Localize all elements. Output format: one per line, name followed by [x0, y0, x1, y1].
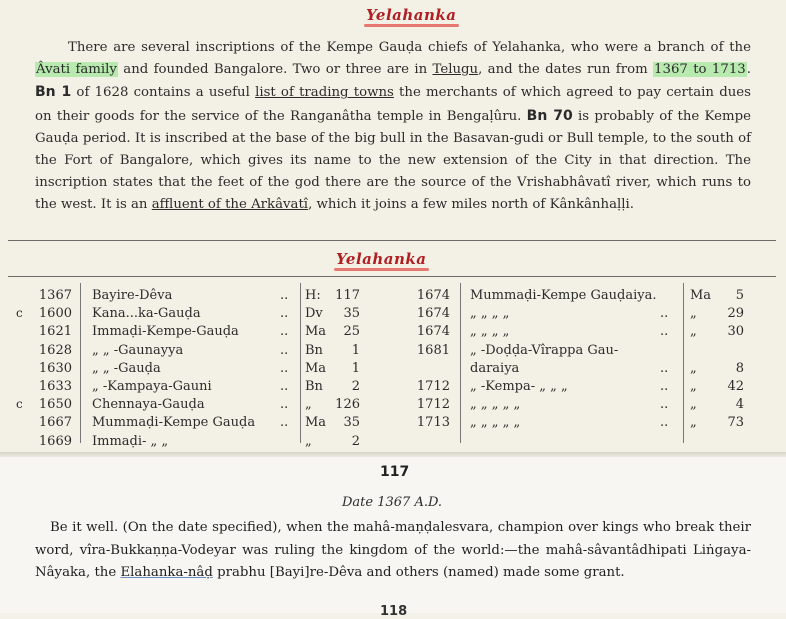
title-underline — [364, 24, 459, 27]
row-dots: .. — [280, 306, 289, 322]
row-ref-number: 2 — [351, 379, 360, 394]
row-ruler-name: „ „ „ „ — [470, 324, 510, 340]
row-dots: .. — [280, 342, 289, 358]
next-entry-number: 118 — [380, 604, 408, 619]
row-dots: .. — [660, 306, 669, 322]
row-date: 1669 — [38, 433, 72, 449]
row-date: 1630 — [38, 360, 72, 376]
row-ref-code: Ma — [305, 324, 327, 340]
column-divider-left — [80, 283, 81, 443]
intro-text-4: . — [746, 62, 751, 78]
intro-text-8: , which it joins a few miles north of Kânkânhaḷḷi. — [308, 197, 635, 213]
row-ruler-name: „ „ „ „ „ — [470, 415, 521, 431]
avati-family-highlight: Âvati family — [36, 62, 117, 78]
row-date: 1674 — [416, 324, 450, 340]
intro-text-1: There are several inscriptions of the Kempe Gauḍa chiefs of Yelahanka, who were a branch of the — [68, 40, 751, 55]
row-ruler-name: daraiya — [470, 360, 520, 376]
table-title-underline — [334, 268, 429, 271]
row-date: 1633 — [38, 379, 72, 394]
row-dots: .. — [280, 415, 289, 431]
row-dots: .. — [280, 324, 289, 340]
intro-paragraph — [35, 37, 751, 217]
row-ruler-name: „ „ -Gauḍa — [92, 360, 161, 376]
row-date: 1713 — [416, 415, 450, 431]
elahanka-nad-underlined: Elahanka-nâḍ — [120, 565, 213, 580]
row-ref-number: 30 — [727, 324, 744, 340]
row-ref-code: Ma — [690, 288, 712, 303]
table-title-text: Yelahanka — [336, 250, 427, 268]
row-ref-code: H: — [305, 288, 321, 303]
row-date: 1674 — [416, 306, 450, 322]
row-date: 1600 — [38, 306, 72, 322]
row-ruler-name: Mummaḍi-Kempe Gauḍaiya. — [470, 288, 657, 303]
row-date: 1712 — [416, 379, 450, 394]
row-ref-number: 42 — [727, 379, 744, 394]
row-ref-code: „ — [690, 360, 697, 376]
affluent-underlined: affluent of the Arkâvatî — [151, 197, 309, 213]
column-divider-center — [460, 283, 461, 443]
row-date: 1681 — [416, 342, 450, 358]
row-ruler-name: „ „ -Gaunayya — [92, 342, 184, 358]
row-date: 1667 — [38, 415, 72, 431]
row-ref-number: 35 — [343, 306, 360, 322]
entry-text-2: prabhu [Bayi]re-Dêva and others (named) made some grant. — [212, 565, 625, 580]
row-ref-code: „ — [690, 415, 697, 431]
row-ref-code: „ — [305, 397, 312, 413]
row-ruler-name: Chennaya-Gauḍa — [92, 397, 205, 413]
row-ref-number: 5 — [735, 288, 744, 303]
row-ref-number: 126 — [335, 397, 360, 413]
intro-text-5: of 1628 contains a useful — [71, 85, 256, 101]
row-dots: .. — [280, 379, 289, 394]
row-ref-code: „ — [690, 324, 697, 340]
row-ruler-name: Mummaḍi-Kempe Gauḍa — [92, 415, 256, 431]
row-date: 1367 — [38, 288, 72, 303]
row-ref-code: Ma — [305, 360, 327, 376]
row-ruler-name: Immaḍi- „ „ — [92, 433, 169, 449]
row-ref-code: Bn — [305, 342, 323, 358]
row-date: 1628 — [38, 342, 72, 358]
row-ref-number: 25 — [343, 324, 360, 340]
row-date: 1621 — [38, 324, 72, 340]
telugu-underlined: Telugu — [432, 62, 479, 78]
row-ruler-name: Bayire-Dêva — [92, 288, 173, 303]
row-ref-number: 4 — [735, 397, 744, 413]
entry-text-1: Be it well. (On the date specified), when the mahâ-maṇḍalesvara, champion over kings who break their word, vîra-Bukkaṇṇa-Vodeyar was ruling the kingdom of the world:—the mahâ-sâvantâdhipati Liṅgaya-Nâyaka, the — [35, 520, 751, 580]
circa-mark: c — [16, 397, 23, 412]
entry-number: 117 — [380, 464, 410, 480]
intro-text-7: is probably of the Kempe Gauḍa period. It is inscribed at the base of the big bull in the Basavan-gudi or Bull temple, to the south of the Fort of Bangalore, which gives its name to the new extension of the City in that direction. The inscription states that the feet of the god there are the source of the Vrishabhâvatî river, which runs to the west. It is an — [35, 108, 751, 213]
bn70-reference: Bn 70 — [526, 107, 573, 124]
bn1-reference: Bn 1 — [35, 84, 72, 101]
intro-text-2: and founded Bangalore. Two or three are in — [117, 62, 433, 78]
row-ref-number: 29 — [727, 306, 744, 322]
row-ref-code: „ — [690, 379, 697, 394]
table-title — [336, 250, 427, 268]
section-title — [366, 6, 457, 24]
row-ruler-name: „ „ „ „ „ — [470, 397, 521, 413]
row-dots: .. — [660, 379, 669, 394]
row-dots: .. — [280, 288, 289, 303]
page-split-divider — [0, 452, 786, 457]
row-ref-number: 8 — [735, 360, 744, 376]
column-divider-right-ref — [683, 283, 684, 443]
row-ruler-name: „ -Kempa- „ „ „ — [470, 379, 568, 394]
column-divider-ref — [300, 283, 301, 443]
row-ref-number: 35 — [343, 415, 360, 431]
row-ruler-name: Kana...ka-Gauḍa — [92, 306, 201, 322]
intro-text-6: the merchants of which agreed to pay certain dues on their goods for the service of the Ranganâtha temple in Bengaḷûru. — [35, 85, 751, 124]
row-ref-code: „ — [690, 397, 697, 413]
row-ref-code: „ — [690, 306, 697, 322]
row-ref-number: 1 — [351, 342, 360, 358]
row-ref-number: 73 — [727, 415, 744, 431]
row-ref-code: Dv — [305, 306, 323, 322]
row-ruler-name: „ -Kampaya-Gauni — [92, 379, 212, 394]
row-ruler-name: Immaḍi-Kempe-Gauḍa — [92, 324, 239, 340]
row-ref-number: 117 — [335, 288, 360, 303]
intro-text-3: , and the dates run from — [478, 62, 654, 78]
row-date: 1650 — [38, 397, 72, 413]
row-ref-code: Bn — [305, 379, 323, 394]
row-ruler-name: „ -Doḍḍa-Vîrappa Gau- — [470, 342, 619, 358]
row-ref-code: „ — [305, 433, 312, 449]
row-date: 1674 — [416, 288, 450, 303]
row-ruler-name: „ „ „ „ — [470, 306, 510, 322]
table-header-rule — [8, 276, 776, 277]
row-ref-number: 2 — [351, 433, 360, 449]
row-ref-number: 1 — [351, 360, 360, 376]
row-date: 1712 — [416, 397, 450, 413]
trading-towns-underlined: list of trading towns — [255, 85, 394, 101]
circa-mark: c — [16, 306, 23, 321]
row-dots: .. — [280, 360, 289, 376]
date-range-highlight: 1367 to 1713 — [654, 62, 746, 78]
entry-body — [35, 517, 751, 585]
row-dots: .. — [660, 397, 669, 413]
table-top-rule — [8, 240, 776, 241]
entry-date-heading: Date 1367 A.D. — [342, 495, 443, 510]
section-title-text: Yelahanka — [366, 6, 457, 24]
row-dots: .. — [660, 360, 669, 376]
row-dots: .. — [660, 415, 669, 431]
row-ref-code: Ma — [305, 415, 327, 431]
row-dots: .. — [280, 397, 289, 413]
row-dots: .. — [660, 324, 669, 340]
